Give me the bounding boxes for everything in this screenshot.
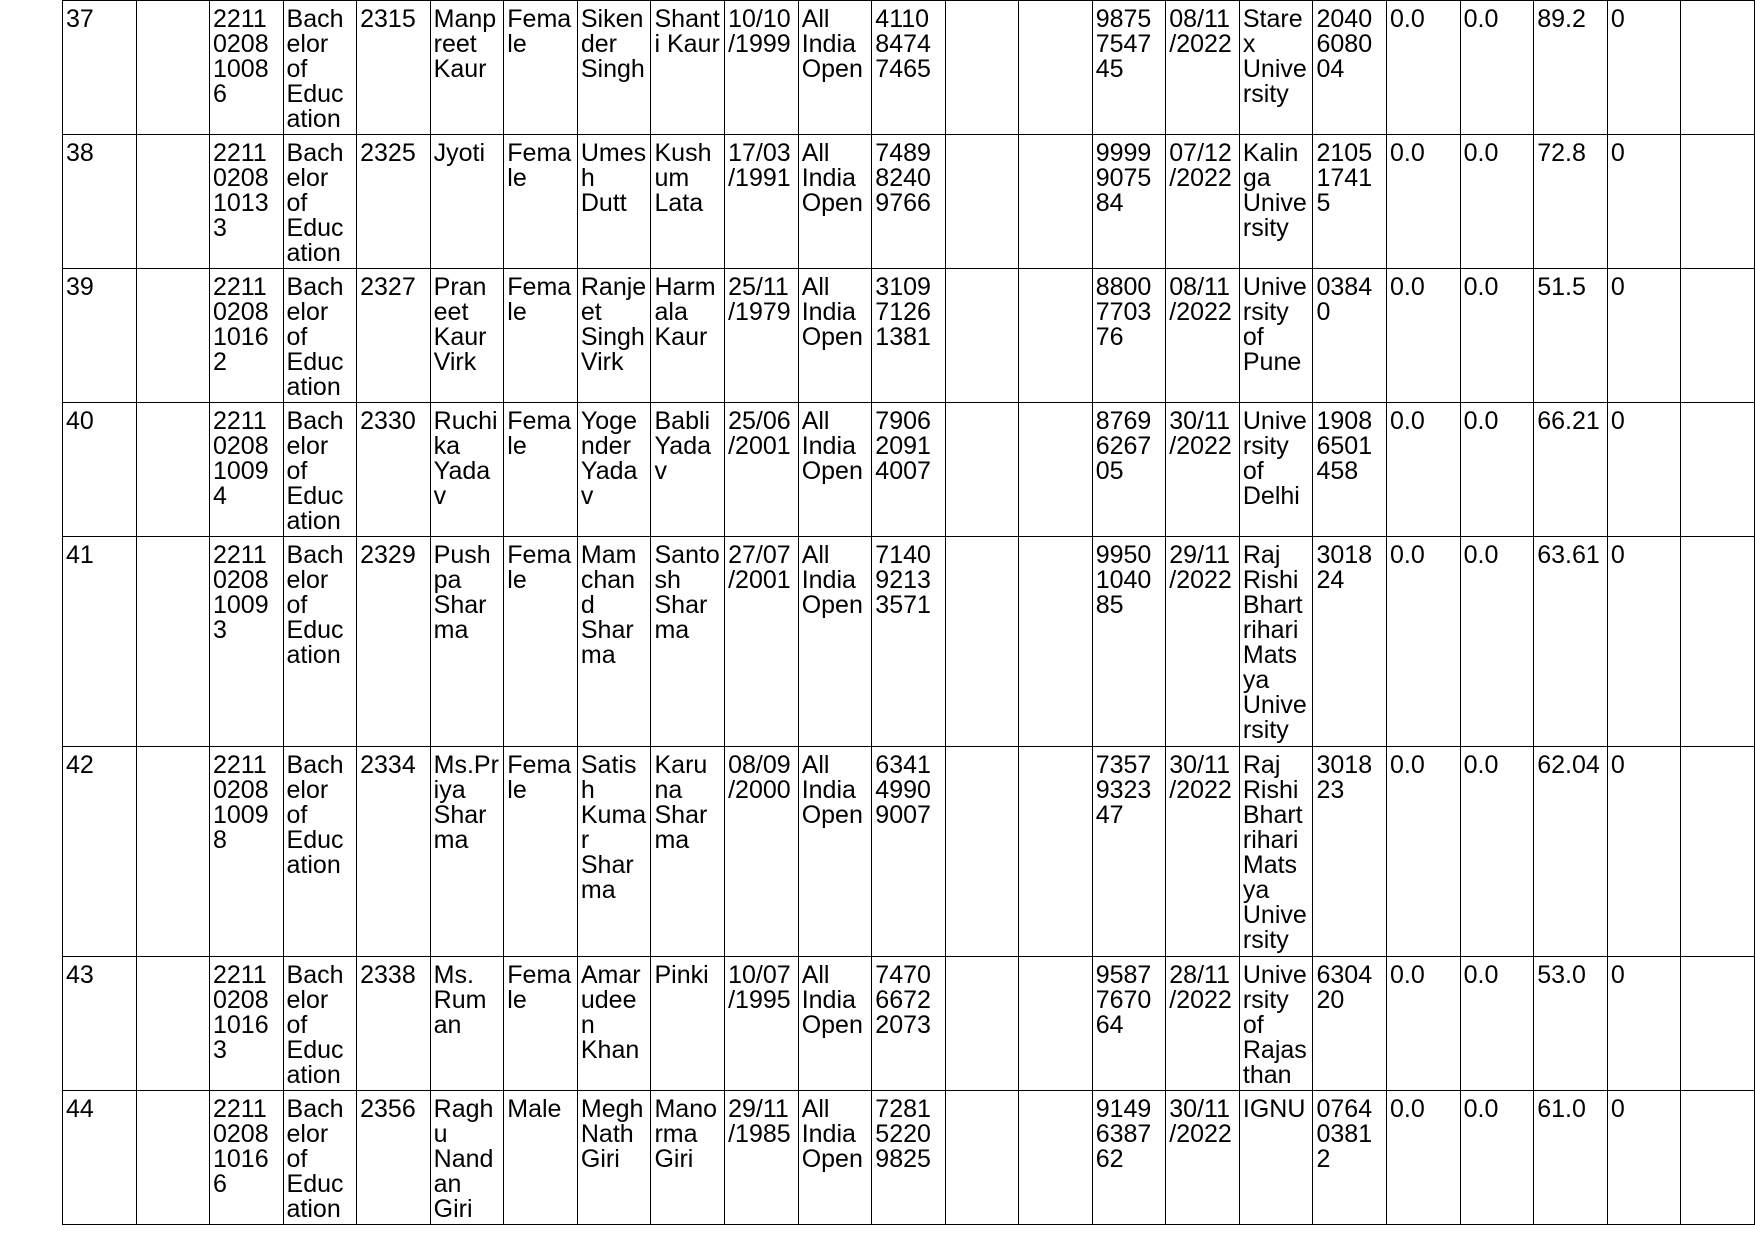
cell-reg-no: 6304 20 [1313,957,1387,1091]
cell-aadhar: 7281 5220 9825 [872,1091,946,1225]
table-row [63,1,1755,135]
cell-date: 08/11 /2022 [1166,269,1240,403]
cell-v1: 0.0 [1387,747,1461,957]
cell-name: Ms.Pr iya Shar ma [430,747,504,957]
table-row [63,403,1755,537]
cell-name: Jyoti [430,135,504,269]
cell-gender: Fema le [504,403,578,537]
cell-v1: 0.0 [1387,1,1461,135]
cell-v1: 0.0 [1387,957,1461,1091]
cell-dob: 27/07 /2001 [725,537,799,747]
table-row [63,957,1755,1091]
cell-university: IGNU [1239,1091,1313,1225]
cell-name: Push pa Shar ma [430,537,504,747]
cell-app-no: 2211 0208 1008 6 [209,1,283,135]
cell-blank2 [945,747,1018,957]
cell-father: Siken der Singh [577,1,651,135]
cell-course: Bach elor of Educ ation [283,403,357,537]
cell-sno: 44 [63,1091,137,1225]
cell-blank4 [1681,957,1755,1091]
cell-app-no: 2211 0208 1016 6 [209,1091,283,1225]
cell-university: Stare x Unive rsity [1239,1,1313,135]
cell-roll: 2315 [357,1,431,135]
table-row [63,135,1755,269]
cell-v3: 0 [1607,747,1681,957]
cell-gender: Fema le [504,957,578,1091]
cell-aadhar: 7906 2091 4007 [872,403,946,537]
cell-aadhar: 4110 8474 7465 [872,1,946,135]
cell-mobile: 9999 9075 84 [1092,135,1166,269]
cell-name: Manp reet Kaur [430,1,504,135]
cell-app-no: 2211 0208 1013 3 [209,135,283,269]
cell-mobile: 9587 7670 64 [1092,957,1166,1091]
cell-app-no: 2211 0208 1009 4 [209,403,283,537]
cell-blank3 [1019,269,1092,403]
cell-v2: 0.0 [1460,135,1534,269]
cell-course: Bach elor of Educ ation [283,1,357,135]
cell-mobile: 7357 9323 47 [1092,747,1166,957]
cell-roll: 2330 [357,403,431,537]
cell-gender: Fema le [504,269,578,403]
cell-sno: 37 [63,1,137,135]
cell-blank1 [136,537,209,747]
cell-category: All India Open [798,269,872,403]
cell-v2: 0.0 [1460,269,1534,403]
cell-pct: 66.21 [1534,403,1608,537]
cell-mother: Babli Yada v [651,403,725,537]
cell-blank2 [945,1091,1018,1225]
cell-mobile: 8800 7703 76 [1092,269,1166,403]
cell-blank4 [1681,747,1755,957]
cell-blank2 [945,135,1018,269]
cell-gender: Fema le [504,1,578,135]
cell-roll: 2338 [357,957,431,1091]
cell-v3: 0 [1607,1091,1681,1225]
cell-dob: 10/10 /1999 [725,1,799,135]
cell-university: Kalin ga Unive rsity [1239,135,1313,269]
cell-blank4 [1681,537,1755,747]
cell-reg-no: 2105 1741 5 [1313,135,1387,269]
cell-blank1 [136,1,209,135]
cell-university: Raj Rishi Bhart rihari Mats ya Unive rsity [1239,537,1313,747]
cell-dob: 08/09 /2000 [725,747,799,957]
cell-blank3 [1019,747,1092,957]
cell-course: Bach elor of Educ ation [283,135,357,269]
cell-blank3 [1019,957,1092,1091]
cell-v1: 0.0 [1387,403,1461,537]
cell-aadhar: 7140 9213 3571 [872,537,946,747]
cell-roll: 2334 [357,747,431,957]
cell-date: 07/12 /2022 [1166,135,1240,269]
cell-v3: 0 [1607,957,1681,1091]
cell-name: Ragh u Nand an Giri [430,1091,504,1225]
cell-mother: Santo sh Shar ma [651,537,725,747]
cell-pct: 72.8 [1534,135,1608,269]
cell-v1: 0.0 [1387,1091,1461,1225]
cell-reg-no: 1908 6501 458 [1313,403,1387,537]
cell-blank3 [1019,135,1092,269]
cell-reg-no: 3018 23 [1313,747,1387,957]
cell-gender: Fema le [504,135,578,269]
cell-university: Raj Rishi Bhart rihari Mats ya Unive rsity [1239,747,1313,957]
cell-blank2 [945,403,1018,537]
cell-aadhar: 3109 7126 1381 [872,269,946,403]
cell-date: 30/11 /2022 [1166,1091,1240,1225]
table-row [63,747,1755,957]
cell-v2: 0.0 [1460,403,1534,537]
cell-mother: Mano rma Giri [651,1091,725,1225]
cell-category: All India Open [798,957,872,1091]
cell-pct: 62.04 [1534,747,1608,957]
cell-v3: 0 [1607,1,1681,135]
cell-sno: 41 [63,537,137,747]
cell-pct: 53.0 [1534,957,1608,1091]
cell-category: All India Open [798,747,872,957]
cell-blank4 [1681,1091,1755,1225]
cell-blank3 [1019,537,1092,747]
cell-roll: 2327 [357,269,431,403]
cell-mobile: 9149 6387 62 [1092,1091,1166,1225]
cell-university: Unive rsity of Rajas than [1239,957,1313,1091]
cell-mobile: 8769 6267 05 [1092,403,1166,537]
cell-category: All India Open [798,135,872,269]
cell-pct: 61.0 [1534,1091,1608,1225]
cell-course: Bach elor of Educ ation [283,957,357,1091]
cell-category: All India Open [798,537,872,747]
cell-v3: 0 [1607,269,1681,403]
cell-mother: Shant i Kaur [651,1,725,135]
cell-name: Pran eet Kaur Virk [430,269,504,403]
cell-aadhar: 7470 6672 2073 [872,957,946,1091]
cell-v3: 0 [1607,537,1681,747]
cell-reg-no: 2040 6080 04 [1313,1,1387,135]
table-row [63,269,1755,403]
cell-v2: 0.0 [1460,537,1534,747]
cell-dob: 25/11 /1979 [725,269,799,403]
cell-blank4 [1681,135,1755,269]
cell-roll: 2325 [357,135,431,269]
cell-blank3 [1019,1,1092,135]
cell-blank1 [136,135,209,269]
cell-blank3 [1019,1091,1092,1225]
cell-pct: 63.61 [1534,537,1608,747]
cell-mobile: 9950 1040 85 [1092,537,1166,747]
cell-sno: 42 [63,747,137,957]
cell-reg-no: 3018 24 [1313,537,1387,747]
cell-gender: Male [504,1091,578,1225]
cell-sno: 39 [63,269,137,403]
cell-v1: 0.0 [1387,135,1461,269]
cell-category: All India Open [798,403,872,537]
cell-blank1 [136,747,209,957]
cell-father: Mam chan d Shar ma [577,537,651,747]
cell-pct: 89.2 [1534,1,1608,135]
cell-blank2 [945,1,1018,135]
cell-mother: Kush um Lata [651,135,725,269]
cell-dob: 29/11 /1985 [725,1091,799,1225]
candidate-table [62,0,1755,1225]
cell-date: 29/11 /2022 [1166,537,1240,747]
table-row [63,537,1755,747]
cell-blank1 [136,403,209,537]
cell-father: Ranje et Singh Virk [577,269,651,403]
cell-v2: 0.0 [1460,1091,1534,1225]
cell-father: Yoge nder Yada v [577,403,651,537]
cell-aadhar: 7489 8240 9766 [872,135,946,269]
cell-date: 30/11 /2022 [1166,403,1240,537]
cell-mobile: 9875 7547 45 [1092,1,1166,135]
cell-course: Bach elor of Educ ation [283,269,357,403]
cell-mother: Karu na Shar ma [651,747,725,957]
cell-sno: 40 [63,403,137,537]
cell-blank2 [945,537,1018,747]
cell-gender: Fema le [504,747,578,957]
cell-date: 30/11 /2022 [1166,747,1240,957]
cell-date: 28/11 /2022 [1166,957,1240,1091]
cell-app-no: 2211 0208 1016 2 [209,269,283,403]
cell-v3: 0 [1607,403,1681,537]
cell-aadhar: 6341 4990 9007 [872,747,946,957]
cell-v1: 0.0 [1387,537,1461,747]
cell-dob: 10/07 /1995 [725,957,799,1091]
cell-blank4 [1681,403,1755,537]
cell-father: Amar udee n Khan [577,957,651,1091]
cell-blank1 [136,957,209,1091]
cell-date: 08/11 /2022 [1166,1,1240,135]
cell-mother: Harm ala Kaur [651,269,725,403]
cell-v2: 0.0 [1460,1,1534,135]
cell-father: Megh Nath Giri [577,1091,651,1225]
cell-course: Bach elor of Educ ation [283,537,357,747]
cell-app-no: 2211 0208 1009 8 [209,747,283,957]
cell-v2: 0.0 [1460,957,1534,1091]
cell-v1: 0.0 [1387,269,1461,403]
cell-blank1 [136,1091,209,1225]
cell-father: Umes h Dutt [577,135,651,269]
cell-name: Ms. Rum an [430,957,504,1091]
cell-university: Unive rsity of Pune [1239,269,1313,403]
cell-category: All India Open [798,1,872,135]
cell-roll: 2329 [357,537,431,747]
cell-dob: 17/03 /1991 [725,135,799,269]
cell-blank4 [1681,1,1755,135]
cell-name: Ruchi ka Yada v [430,403,504,537]
cell-blank1 [136,269,209,403]
cell-roll: 2356 [357,1091,431,1225]
table-row [63,1091,1755,1225]
cell-university: Unive rsity of Delhi [1239,403,1313,537]
cell-course: Bach elor of Educ ation [283,1091,357,1225]
cell-blank3 [1019,403,1092,537]
cell-reg-no: 0384 0 [1313,269,1387,403]
cell-reg-no: 0764 0381 2 [1313,1091,1387,1225]
cell-sno: 38 [63,135,137,269]
cell-blank2 [945,269,1018,403]
cell-course: Bach elor of Educ ation [283,747,357,957]
cell-pct: 51.5 [1534,269,1608,403]
cell-category: All India Open [798,1091,872,1225]
cell-gender: Fema le [504,537,578,747]
cell-app-no: 2211 0208 1009 3 [209,537,283,747]
cell-blank2 [945,957,1018,1091]
cell-sno: 43 [63,957,137,1091]
cell-dob: 25/06 /2001 [725,403,799,537]
cell-app-no: 2211 0208 1016 3 [209,957,283,1091]
cell-blank4 [1681,269,1755,403]
cell-father: Satis h Kuma r Shar ma [577,747,651,957]
cell-v2: 0.0 [1460,747,1534,957]
cell-v3: 0 [1607,135,1681,269]
cell-mother: Pinki [651,957,725,1091]
